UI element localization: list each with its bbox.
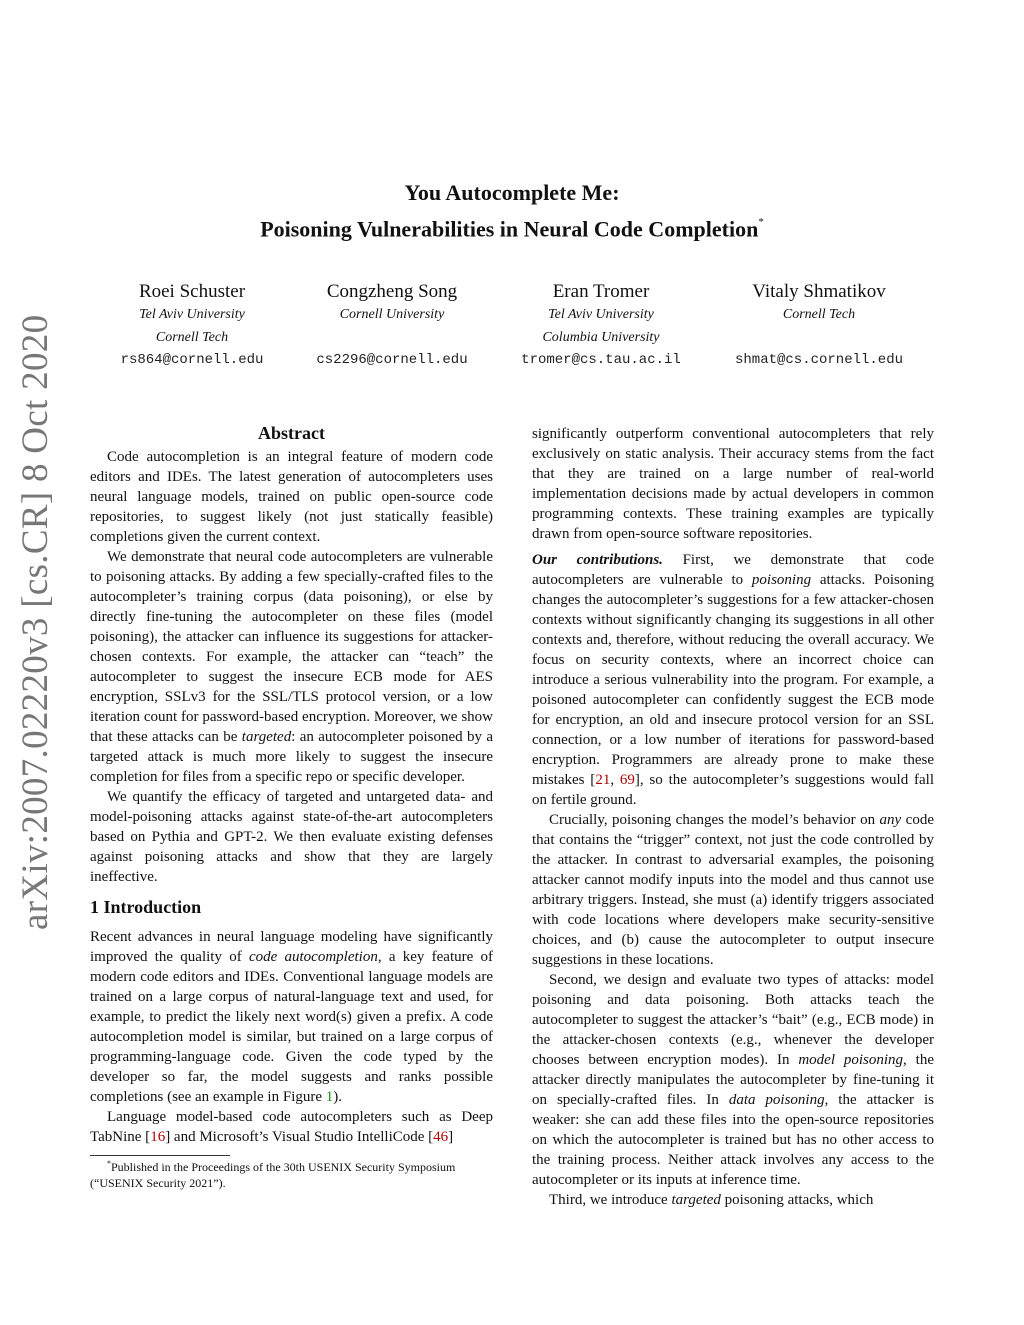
intro-text: ] [448,1129,454,1145]
author-block-1 [82,281,302,371]
author-affiliation: Tel Aviv University [548,307,654,322]
author-affiliation: Cornell Tech [155,330,229,345]
author-affiliation [709,326,929,349]
abstract-heading: Abstract [258,423,325,443]
title-line-2 [0,209,1024,245]
right-text: poisoning attacks, which [720,1192,874,1208]
author-email: rs864@cornell.edu [120,352,264,368]
right-emphasis: any [879,812,902,828]
right-paragraph-0: significantly outperform conventional autocompleters that rely exclusively on static analysis. Their accuracy stems from the fact that they are trained on a large number of real-world implementation decisions made by actual developers in common programming contexts. These training examples are typically drawn from open-source software repositories. [532,426,934,542]
left-column [90,421,493,1191]
right-paragraph-2 [532,810,934,970]
right-text: , [610,772,620,788]
author-email: tromer@cs.tau.ac.il [521,352,681,368]
citation-link[interactable]: 69 [619,772,635,788]
right-emphasis: data poisoning [728,1092,825,1108]
author-name: Vitaly Shmatikov [752,281,886,302]
intro-paragraph-2 [90,1107,493,1147]
author-block-3 [491,281,711,371]
author-block-2 [282,281,502,371]
author-affiliation [282,326,502,349]
arxiv-stamp: arXiv:2007.02220v3 [cs.CR] 8 Oct 2020 [15,314,56,930]
author-email: shmat@cs.cornell.edu [734,352,904,368]
abstract-paragraph-3: We quantify the efficacy of targeted and untargeted data- and model-poisoning attacks against state-of-the-art autocompleters based on Pythia and GPT-2. We then evaluate existing defenses against poisoning attacks and show that they are largely ineffective. [90,789,493,885]
right-text: code that contains the “trigger” context, not just the code controlled by the attacker. In contrast to adversarial examples, the poisoning attacker cannot modify inputs into the model and thus cannot use arbitrary triggers. Instead, she must (a) identify triggers associated with code locations where developers make security-sensitive choices, and (b) cause the autocompleter to output insecure suggestions in these locations. [532,812,934,968]
author-affiliation: Cornell University [339,307,445,322]
author-name: Congzheng Song [326,281,458,302]
title-line-2-text: Poisoning Vulnerabilities in Neural Code Completion [260,216,759,242]
author-email: cs2296@cornell.edu [316,352,468,368]
author-name: Roei Schuster [138,281,246,302]
citation-link[interactable]: 46 [433,1129,449,1145]
intro-emphasis: code autocompletion [248,949,378,965]
citation-link[interactable]: 21 [595,772,611,788]
intro-text: , a key feature of modern code editors and IDEs. Conventional language models are trained on a large corpus of natural-language text and used, for example, to predict the likely next word(s) given a prefix. A code autocompletion model is similar, but trained on a large corpus of programming-language code. Given the code typed by the developer so far, the model suggests and ranks possible completions (see an example in Figure [90,949,494,1105]
intro-text: Recent advances in neural language modeling have significantly improved the quality of [90,929,493,965]
footnote-mark: * [107,1159,111,1168]
intro-text: ). [333,1089,343,1105]
author-name: Eran Tromer [552,281,650,302]
right-text: ], so the autocompleter’s suggestions would fall on fertile ground. [532,772,934,808]
author-block-4 [709,281,929,371]
right-paragraph-3 [532,970,934,1190]
right-emphasis: model poisoning [798,1052,904,1068]
right-emphasis: targeted [671,1192,721,1208]
author-affiliation: Cornell Tech [782,307,856,322]
intro-text: Language model-based code autocompleters such as Deep TabNine [ [90,1109,493,1145]
right-text: Third, we introduce [549,1192,672,1208]
right-column [532,424,934,1210]
right-text: , the attacker directly manipulates the autocompleter by fine-tuning it on specially-crafted files. In [532,1052,934,1108]
footnote-text: Published in the Proceedings of the 30th USENIX Security Symposium (“USENIX Security 2021”). [90,1160,456,1190]
right-text: attacks. Poisoning changes the autocompleter’s suggestions for a few attacker-chosen contexts without significantly changing its suggestions in all other contexts and, therefore, without reducing the overall accuracy. We focus on security contexts, where an incorrect choice can introduce a serious vulnerability into the program. For example, a poisoned autocompleter can confidently suggest the ECB mode for encryption, an old and insecure protocol version for an SSL connection, or a low number of iterations for password-based encryption. Programmers are already prone to make these mistakes [ [532,572,934,788]
citation-link[interactable]: 16 [150,1129,166,1145]
abstract-text: We demonstrate that neural code autocompleters are vulnerable to poisoning attacks. By adding a few specially-crafted files to the autocompleter’s training corpus (data poisoning), or else by directly fine-tuning the autocompleter on these files (model poisoning), the attacker can influence its suggestions for attacker-chosen contexts. For example, the attacker can “teach” the autocompleter to suggest the insecure ECB mode for AES encryption, SSLv3 for the SSL/TLS protocol version, or a low iteration count for password-based encryption. Moreover, we show that these attacks can be [90,549,493,745]
right-text: Crucially, poisoning changes the model’s behavior on [549,812,880,828]
author-affiliation: Columbia University [542,330,660,345]
right-emphasis: poisoning [751,572,812,588]
right-text: First, we demonstrate that code autocompleters are vulnerable to [532,552,934,588]
footnote [90,1156,493,1191]
intro-paragraph-1 [90,927,493,1107]
title-footnote-mark: * [758,216,764,228]
contributions-label: Our contributions. [532,552,663,568]
paper-title [0,176,1024,245]
abstract-text: : an autocompleter poisoned by a targeted attack is much more likely to suggest the insecure completion for files from a specific repo or specific developer. [90,729,493,785]
title-line-1: You Autocomplete Me: [404,180,620,205]
intro-text: ] and Microsoft’s Visual Studio IntelliCode [ [165,1129,434,1145]
abstract-paragraph-1: Code autocompletion is an integral feature of modern code editors and IDEs. The latest generation of autocompleters uses neural language models, trained on public open-source code repositories, to suggest likely (not just statically feasible) completions given the current context. [90,449,493,545]
figure-reference-link[interactable]: 1 [325,1089,334,1105]
author-affiliation: Tel Aviv University [139,307,245,322]
section-heading-introduction: 1 Introduction [90,897,202,917]
right-text: Second, we design and evaluate two types of attacks: model poisoning and data poisoning. Both attacks teach the autocompleter to suggest the attacker’s “bait” (e.g., ECB mode) in the attacker-chosen contexts (e.g., whenever the developer chooses between encryption modes). In [532,972,934,1068]
right-text: , the attacker is weaker: she can add these files into the open-source repositories on which the autocompleter is trained but has no other access to the training process. Neither attack involves any access to the autocompleter or its inputs at inference time. [532,1092,934,1188]
abstract-paragraph-2 [90,547,493,787]
contributions-paragraph [532,550,934,810]
right-paragraph-4 [532,1190,934,1210]
abstract-emphasis: targeted [241,729,292,745]
